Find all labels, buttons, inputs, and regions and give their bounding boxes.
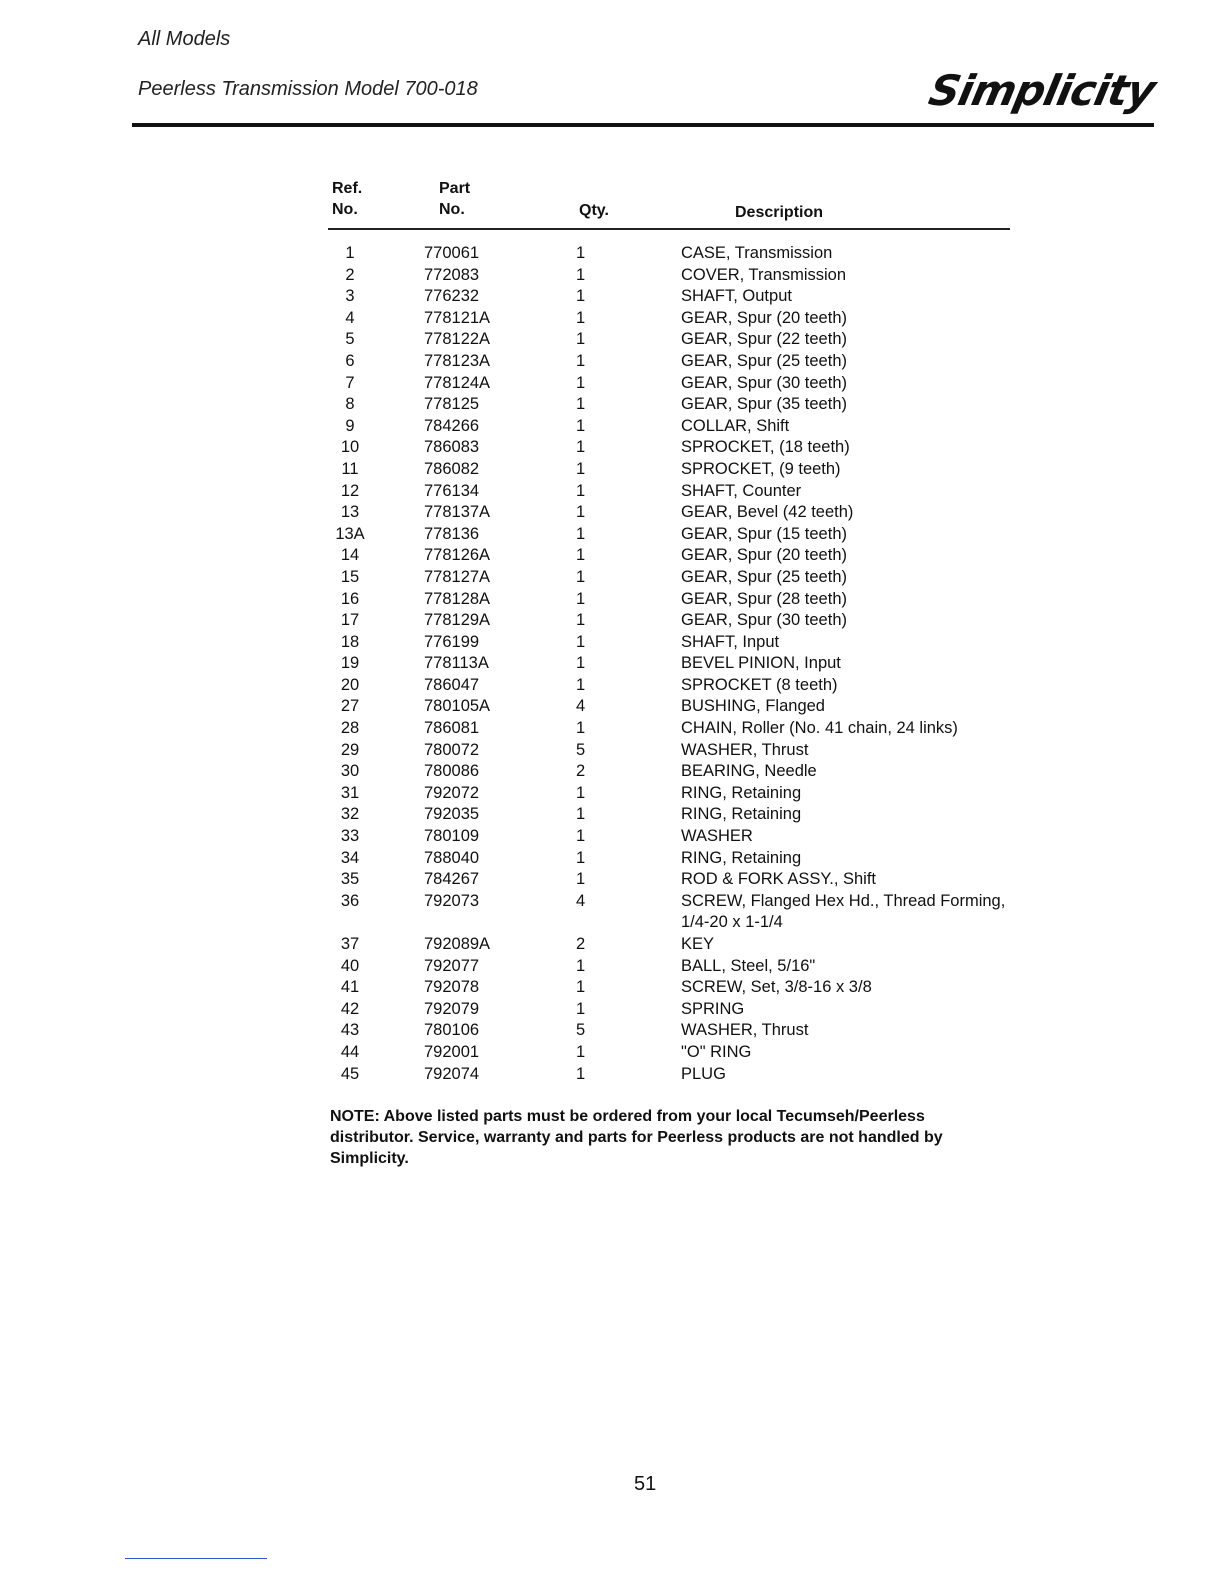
table-row: [330, 956, 1050, 978]
ref-number: 44: [340, 1042, 360, 1061]
ref-number: 42: [340, 999, 360, 1018]
table-row: [330, 373, 1050, 395]
part-number: 778129A: [424, 611, 491, 630]
part-number: 778136: [424, 524, 480, 543]
table-row: [330, 524, 1050, 546]
quantity: 2: [576, 762, 586, 781]
table-row: [330, 718, 1050, 740]
part-description: WASHER: [681, 827, 753, 846]
quantity: 5: [576, 740, 586, 759]
part-number: 776134: [424, 481, 480, 500]
table-row: [330, 826, 1050, 848]
ref-number: 14: [340, 546, 360, 565]
part-number: 778125: [424, 395, 480, 414]
quantity: 1: [576, 654, 586, 673]
quantity: 4: [576, 697, 586, 716]
footer-link-line: [125, 1558, 267, 1559]
quantity: 1: [576, 978, 586, 997]
ref-number: 1: [345, 244, 355, 262]
table-row: [330, 437, 1050, 459]
ref-number: 6: [345, 351, 355, 370]
table-row: [330, 740, 1050, 762]
quantity: 1: [576, 719, 586, 738]
part-number: 792072: [424, 783, 480, 802]
table-row: [330, 545, 1050, 567]
part-description: GEAR, Spur (20 teeth): [681, 308, 847, 327]
table-row: [330, 783, 1050, 805]
table-row: [330, 848, 1050, 870]
ref-number: 3: [345, 287, 355, 306]
part-description: GEAR, Spur (30 teeth): [681, 373, 847, 392]
quantity: 2: [576, 935, 586, 953]
part-description: GEAR, Spur (30 teeth): [681, 611, 847, 630]
part-description: ROD & FORK ASSY., Shift: [681, 870, 877, 889]
part-description: SPRING: [681, 999, 745, 1018]
table-row: [330, 1020, 1050, 1042]
part-description: GEAR, Spur (35 teeth): [681, 395, 847, 414]
part-description: RING, Retaining: [681, 848, 802, 867]
ref-number: 30: [340, 762, 360, 781]
col-header-part: Part No.: [439, 180, 471, 218]
part-description: SHAFT, Counter: [681, 481, 802, 500]
quantity: 1: [576, 632, 586, 651]
quantity: 1: [576, 848, 586, 867]
part-number: 788040: [424, 848, 480, 867]
part-description: GEAR, Spur (20 teeth): [681, 546, 847, 565]
part-number: 792035: [424, 805, 480, 824]
part-number: 792077: [424, 956, 480, 975]
ref-number: 27: [340, 697, 360, 716]
table-row: [330, 351, 1050, 373]
parts-table-header: [330, 178, 1010, 228]
ref-number: 9: [345, 416, 355, 435]
quantity: 1: [576, 1064, 586, 1083]
ref-number: 45: [340, 1064, 360, 1083]
quantity: 1: [576, 589, 586, 608]
part-description: CHAIN, Roller (No. 41 chain, 24 links): [681, 719, 958, 738]
table-row: [330, 589, 1050, 611]
part-number: 776232: [424, 287, 480, 306]
part-number: 776199: [424, 632, 480, 651]
quantity: 1: [576, 503, 586, 522]
ref-number: 13: [340, 503, 360, 522]
quantity: 1: [576, 395, 586, 414]
part-description: BALL, Steel, 5/16": [681, 956, 816, 975]
quantity: 1: [576, 416, 586, 435]
part-number: 780105A: [424, 697, 491, 716]
part-description: SHAFT, Output: [681, 287, 792, 306]
ref-number: 31: [340, 783, 360, 802]
ref-number: 10: [340, 438, 360, 457]
part-description: GEAR, Spur (25 teeth): [681, 567, 847, 586]
ref-number: 28: [340, 719, 360, 738]
part-description: BUSHING, Flanged: [681, 697, 825, 716]
part-description: RING, Retaining: [681, 783, 802, 802]
ref-number: 18: [340, 632, 360, 651]
table-row: [330, 632, 1050, 654]
table-row: [330, 934, 1050, 956]
quantity: 1: [576, 244, 586, 262]
quantity: 1: [576, 481, 586, 500]
table-row: [330, 696, 1050, 718]
header-rule: [132, 123, 1154, 127]
header-models: All Models: [138, 28, 231, 50]
table-row: [330, 761, 1050, 783]
part-number: 778137A: [424, 503, 491, 522]
quantity: 1: [576, 827, 586, 846]
quantity: 1: [576, 373, 586, 392]
col-header-qty: Qty.: [579, 202, 609, 219]
quantity: 1: [576, 330, 586, 349]
table-row: [330, 243, 1050, 265]
page-number: 51: [634, 1473, 657, 1495]
ref-number: 43: [340, 1021, 360, 1040]
ref-number: 20: [340, 675, 360, 694]
table-row: [330, 265, 1050, 287]
part-number: 792073: [424, 891, 480, 910]
table-row: [330, 869, 1050, 891]
part-number: 778122A: [424, 330, 491, 349]
part-number: 792074: [424, 1064, 480, 1083]
table-row: [330, 459, 1050, 481]
part-number: 792078: [424, 978, 480, 997]
ref-number: 17: [340, 611, 360, 630]
table-row: [330, 567, 1050, 589]
part-description: BEVEL PINION, Input: [681, 654, 841, 673]
quantity: 1: [576, 438, 586, 457]
part-number: 778113A: [424, 654, 489, 673]
ref-number: 11: [341, 459, 359, 478]
ref-number: 37: [340, 935, 360, 953]
part-description: COVER, Transmission: [681, 265, 847, 284]
part-description: GEAR, Spur (15 teeth): [681, 524, 847, 543]
table-row: [330, 675, 1050, 697]
part-number: 772083: [424, 265, 480, 284]
part-description: WASHER, Thrust: [681, 740, 809, 759]
table-row: [330, 481, 1050, 503]
part-number: 780106: [424, 1021, 480, 1040]
ref-number: 36: [340, 891, 360, 910]
part-number: 778121A: [424, 308, 491, 327]
quantity: 1: [576, 1042, 586, 1061]
table-row: [330, 610, 1050, 632]
ref-number: 12: [340, 481, 360, 500]
part-number: 786082: [424, 459, 480, 478]
ref-number: 29: [340, 740, 360, 759]
ref-number: 7: [345, 373, 355, 392]
part-description: SPROCKET (8 teeth): [681, 675, 838, 694]
part-description: GEAR, Spur (28 teeth): [681, 589, 847, 608]
part-number: 780086: [424, 762, 480, 781]
ref-number: 33: [340, 827, 360, 846]
parts-table-body: [330, 243, 1050, 1085]
table-row: [330, 891, 1050, 934]
table-row: [330, 502, 1050, 524]
table-row: [330, 977, 1050, 999]
part-number: 780109: [424, 827, 480, 846]
table-row: [330, 329, 1050, 351]
part-number: 784267: [424, 870, 480, 889]
table-row: [330, 804, 1050, 826]
table-row: [330, 286, 1050, 308]
quantity: 5: [576, 1021, 586, 1040]
part-description: GEAR, Bevel (42 teeth): [681, 503, 854, 522]
table-row: [330, 1064, 1050, 1086]
quantity: 1: [576, 956, 586, 975]
part-number: 778128A: [424, 589, 491, 608]
part-description: BEARING, Needle: [681, 762, 817, 781]
quantity: 1: [576, 524, 586, 543]
table-row: [330, 308, 1050, 330]
ref-number: 35: [340, 870, 360, 889]
ref-number: 41: [340, 978, 360, 997]
ref-number: 2: [345, 265, 355, 284]
ordering-note: NOTE: Above listed parts must be ordered from your local Tecumseh/Peerless distributor. Service, warranty and parts for Peerless products are not handled by Simplicity.: [330, 1108, 943, 1167]
part-description: PLUG: [681, 1064, 726, 1083]
quantity: 1: [576, 567, 586, 586]
table-row: [330, 653, 1050, 675]
ref-number: 8: [345, 395, 355, 414]
quantity: 1: [576, 287, 586, 306]
part-number: 786081: [424, 719, 480, 738]
ref-number: 32: [340, 805, 360, 824]
part-description: SPROCKET, (18 teeth): [681, 438, 850, 457]
part-description: GEAR, Spur (25 teeth): [681, 351, 847, 370]
quantity: 1: [576, 308, 586, 327]
part-description: COLLAR, Shift: [681, 416, 790, 435]
col-header-ref: Ref. No.: [332, 180, 363, 218]
ref-number: 40: [340, 956, 360, 975]
part-description: SCREW, Flanged Hex Hd., Thread Forming, 1/4-20 x 1-1/4: [681, 891, 1006, 932]
part-description: KEY: [681, 935, 715, 953]
ref-number: 16: [340, 589, 360, 608]
quantity: 4: [576, 891, 586, 910]
ref-number: 4: [345, 308, 355, 327]
ref-number: 13A: [335, 524, 365, 543]
part-description: RING, Retaining: [681, 805, 802, 824]
part-description: SPROCKET, (9 teeth): [681, 459, 841, 478]
quantity: 1: [576, 611, 586, 630]
quantity: 1: [576, 783, 586, 802]
part-number: 780072: [424, 740, 480, 759]
part-number: 778123A: [424, 351, 491, 370]
part-number: 778127A: [424, 567, 491, 586]
ref-number: 15: [340, 567, 360, 586]
quantity: 1: [576, 459, 586, 478]
table-row: [330, 1042, 1050, 1064]
brand-logo: Simplicity: [924, 66, 1160, 115]
part-number: 770061: [424, 244, 480, 262]
part-number: 786047: [424, 675, 480, 694]
part-description: WASHER, Thrust: [681, 1021, 809, 1040]
part-description: "O" RING: [681, 1042, 752, 1061]
header-transmission-model: Peerless Transmission Model 700-018: [138, 78, 478, 100]
ref-number: 19: [340, 654, 360, 673]
table-row: [330, 999, 1050, 1021]
part-number: 778124A: [424, 373, 491, 392]
part-number: 778126A: [424, 546, 491, 565]
part-description: SCREW, Set, 3/8-16 x 3/8: [681, 978, 872, 997]
part-number: 784266: [424, 416, 480, 435]
part-description: SHAFT, Input: [681, 632, 780, 651]
quantity: 1: [576, 351, 586, 370]
quantity: 1: [576, 546, 586, 565]
table-row: [330, 394, 1050, 416]
part-number: 792089A: [424, 935, 491, 953]
quantity: 1: [576, 265, 586, 284]
table-header-rule: [328, 228, 1010, 230]
ref-number: 5: [345, 330, 355, 349]
part-number: 792001: [424, 1042, 480, 1061]
table-row: [330, 416, 1050, 438]
col-header-description: Description: [735, 204, 824, 221]
quantity: 1: [576, 675, 586, 694]
part-description: GEAR, Spur (22 teeth): [681, 330, 847, 349]
quantity: 1: [576, 999, 586, 1018]
part-number: 792079: [424, 999, 480, 1018]
ref-number: 34: [340, 848, 360, 867]
part-number: 786083: [424, 438, 480, 457]
part-description: CASE, Transmission: [681, 244, 833, 262]
quantity: 1: [576, 805, 586, 824]
quantity: 1: [576, 870, 586, 889]
